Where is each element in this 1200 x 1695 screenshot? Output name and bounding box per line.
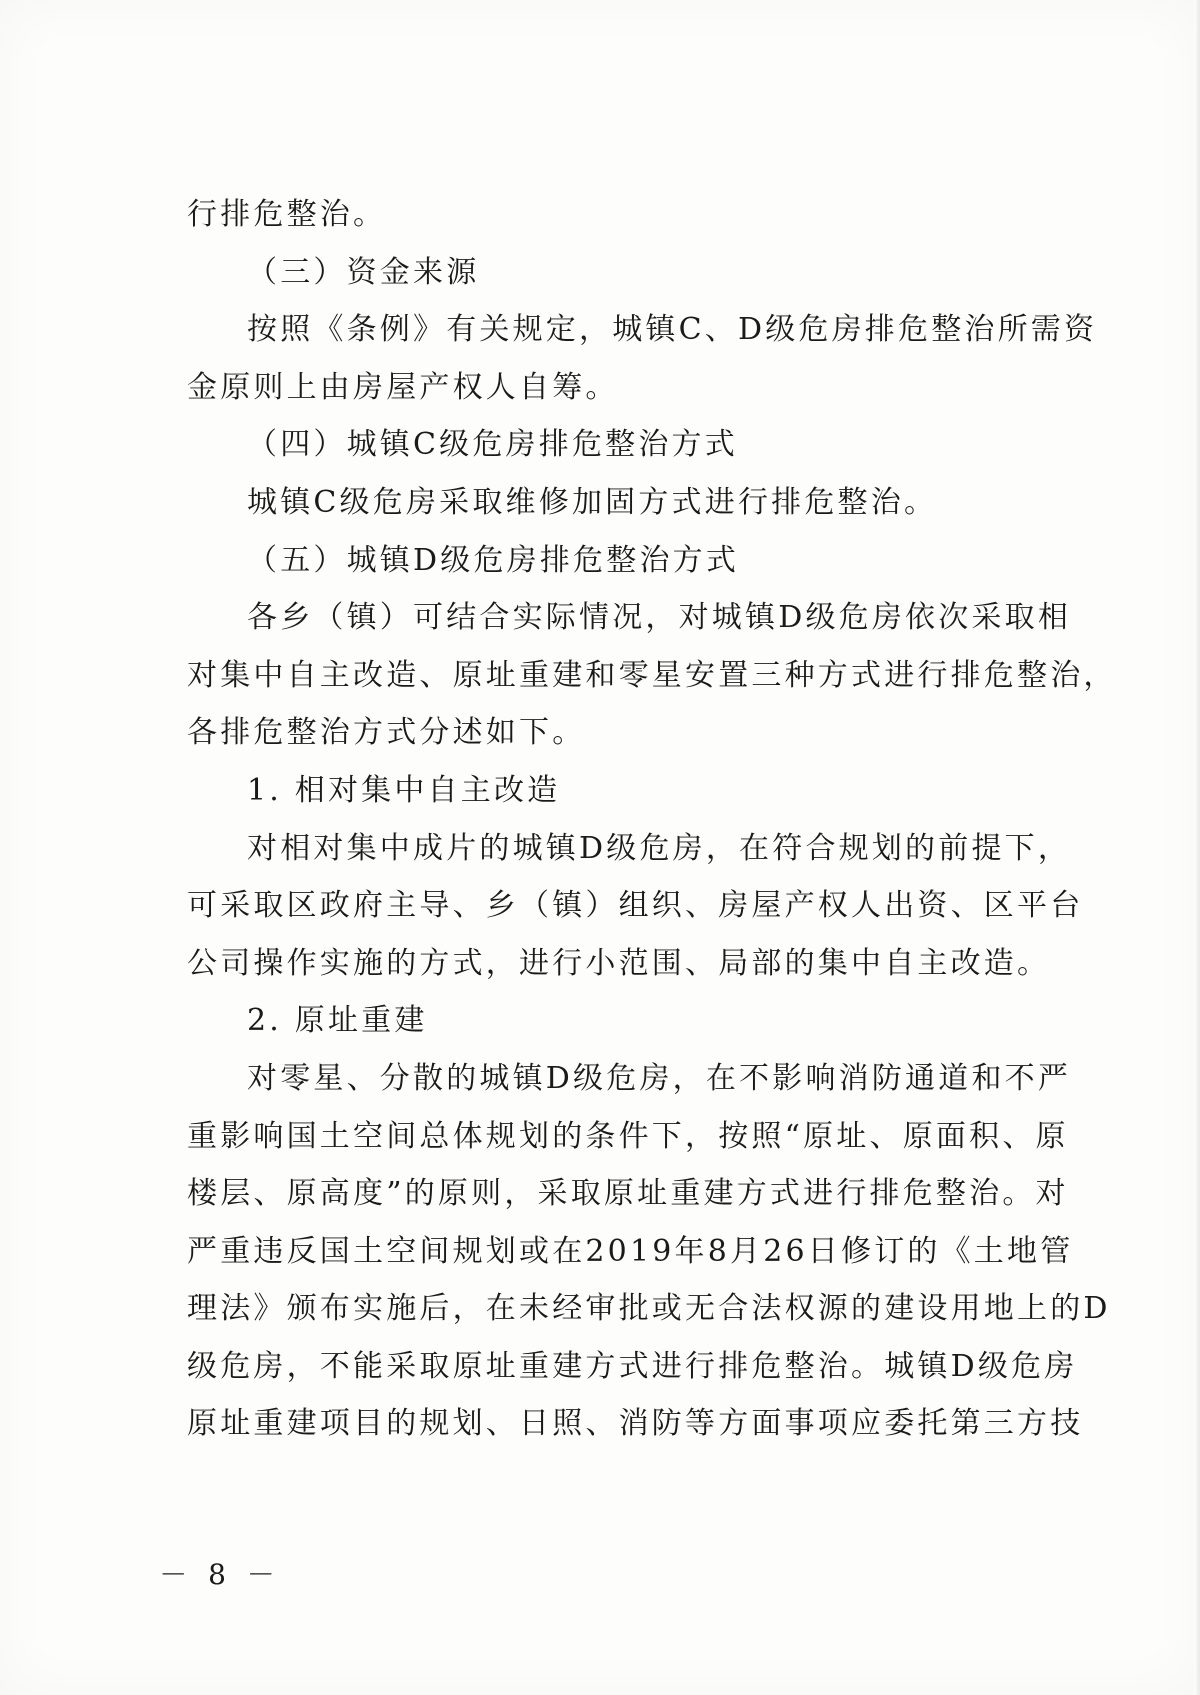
body-text [187,186,1117,1453]
text-line: 对集中自主改造、原址重建和零星安置三种方式进行排危整治， [187,657,1117,693]
section-heading-c-level: （四）城镇C级危房排危整治方式 [247,427,738,463]
subheading-concentrated-renovation: 1. 相对集中自主改造 [247,772,561,808]
text-line: 楼层、原高度”的原则，采取原址重建方式进行排危整治。对 [187,1176,1069,1212]
text-line: 行排危整治。 [187,197,387,232]
text-line: 可采取区政府主导、乡（镇）组织、房屋产权人出资、区平台 [187,888,1084,924]
text-line: 金原则上由房屋产权人自筹。 [187,369,619,405]
text-line: 原址重建项目的规划、日照、消防等方面事项应委托第三方技 [187,1406,1084,1442]
section-heading-d-level: （五）城镇D级危房排危整治方式 [247,542,740,578]
text-line: 对零星、分散的城镇D级危房，在不影响消防通道和不严 [247,1060,1072,1096]
text-line: 各乡（镇）可结合实际情况，对城镇D级危房依次采取相 [247,600,1072,636]
text-line: 级危房，不能采取原址重建方式进行排危整治。城镇D级危房 [187,1348,1078,1384]
text-line: 城镇C级危房采取维修加固方式进行排危整治。 [247,484,938,520]
text-line: 重影响国土空间总体规划的条件下，按照“原址、原面积、原 [187,1118,1069,1154]
text-line: 理法》颁布实施后，在未经审批或无合法权源的建设用地上的D [187,1291,1111,1327]
page-number: － 8 － [159,1558,281,1591]
section-heading-funding: （三）资金来源 [247,254,480,290]
text-line: 各排危整治方式分述如下。 [187,715,586,751]
text-line: 对相对集中成片的城镇D级危房，在符合规划的前提下， [247,830,1072,866]
scan-edge [1194,0,1200,1695]
text-line: 公司操作实施的方式，进行小范围、局部的集中自主改造。 [187,945,1051,981]
text-line: 按照《条例》有关规定，城镇C、D级危房排危整治所需资 [247,312,1098,348]
text-line: 严重违反国土空间规划或在2019年8月26日修订的《土地管 [187,1233,1074,1269]
subheading-in-situ-rebuild: 2. 原址重建 [247,1003,428,1039]
